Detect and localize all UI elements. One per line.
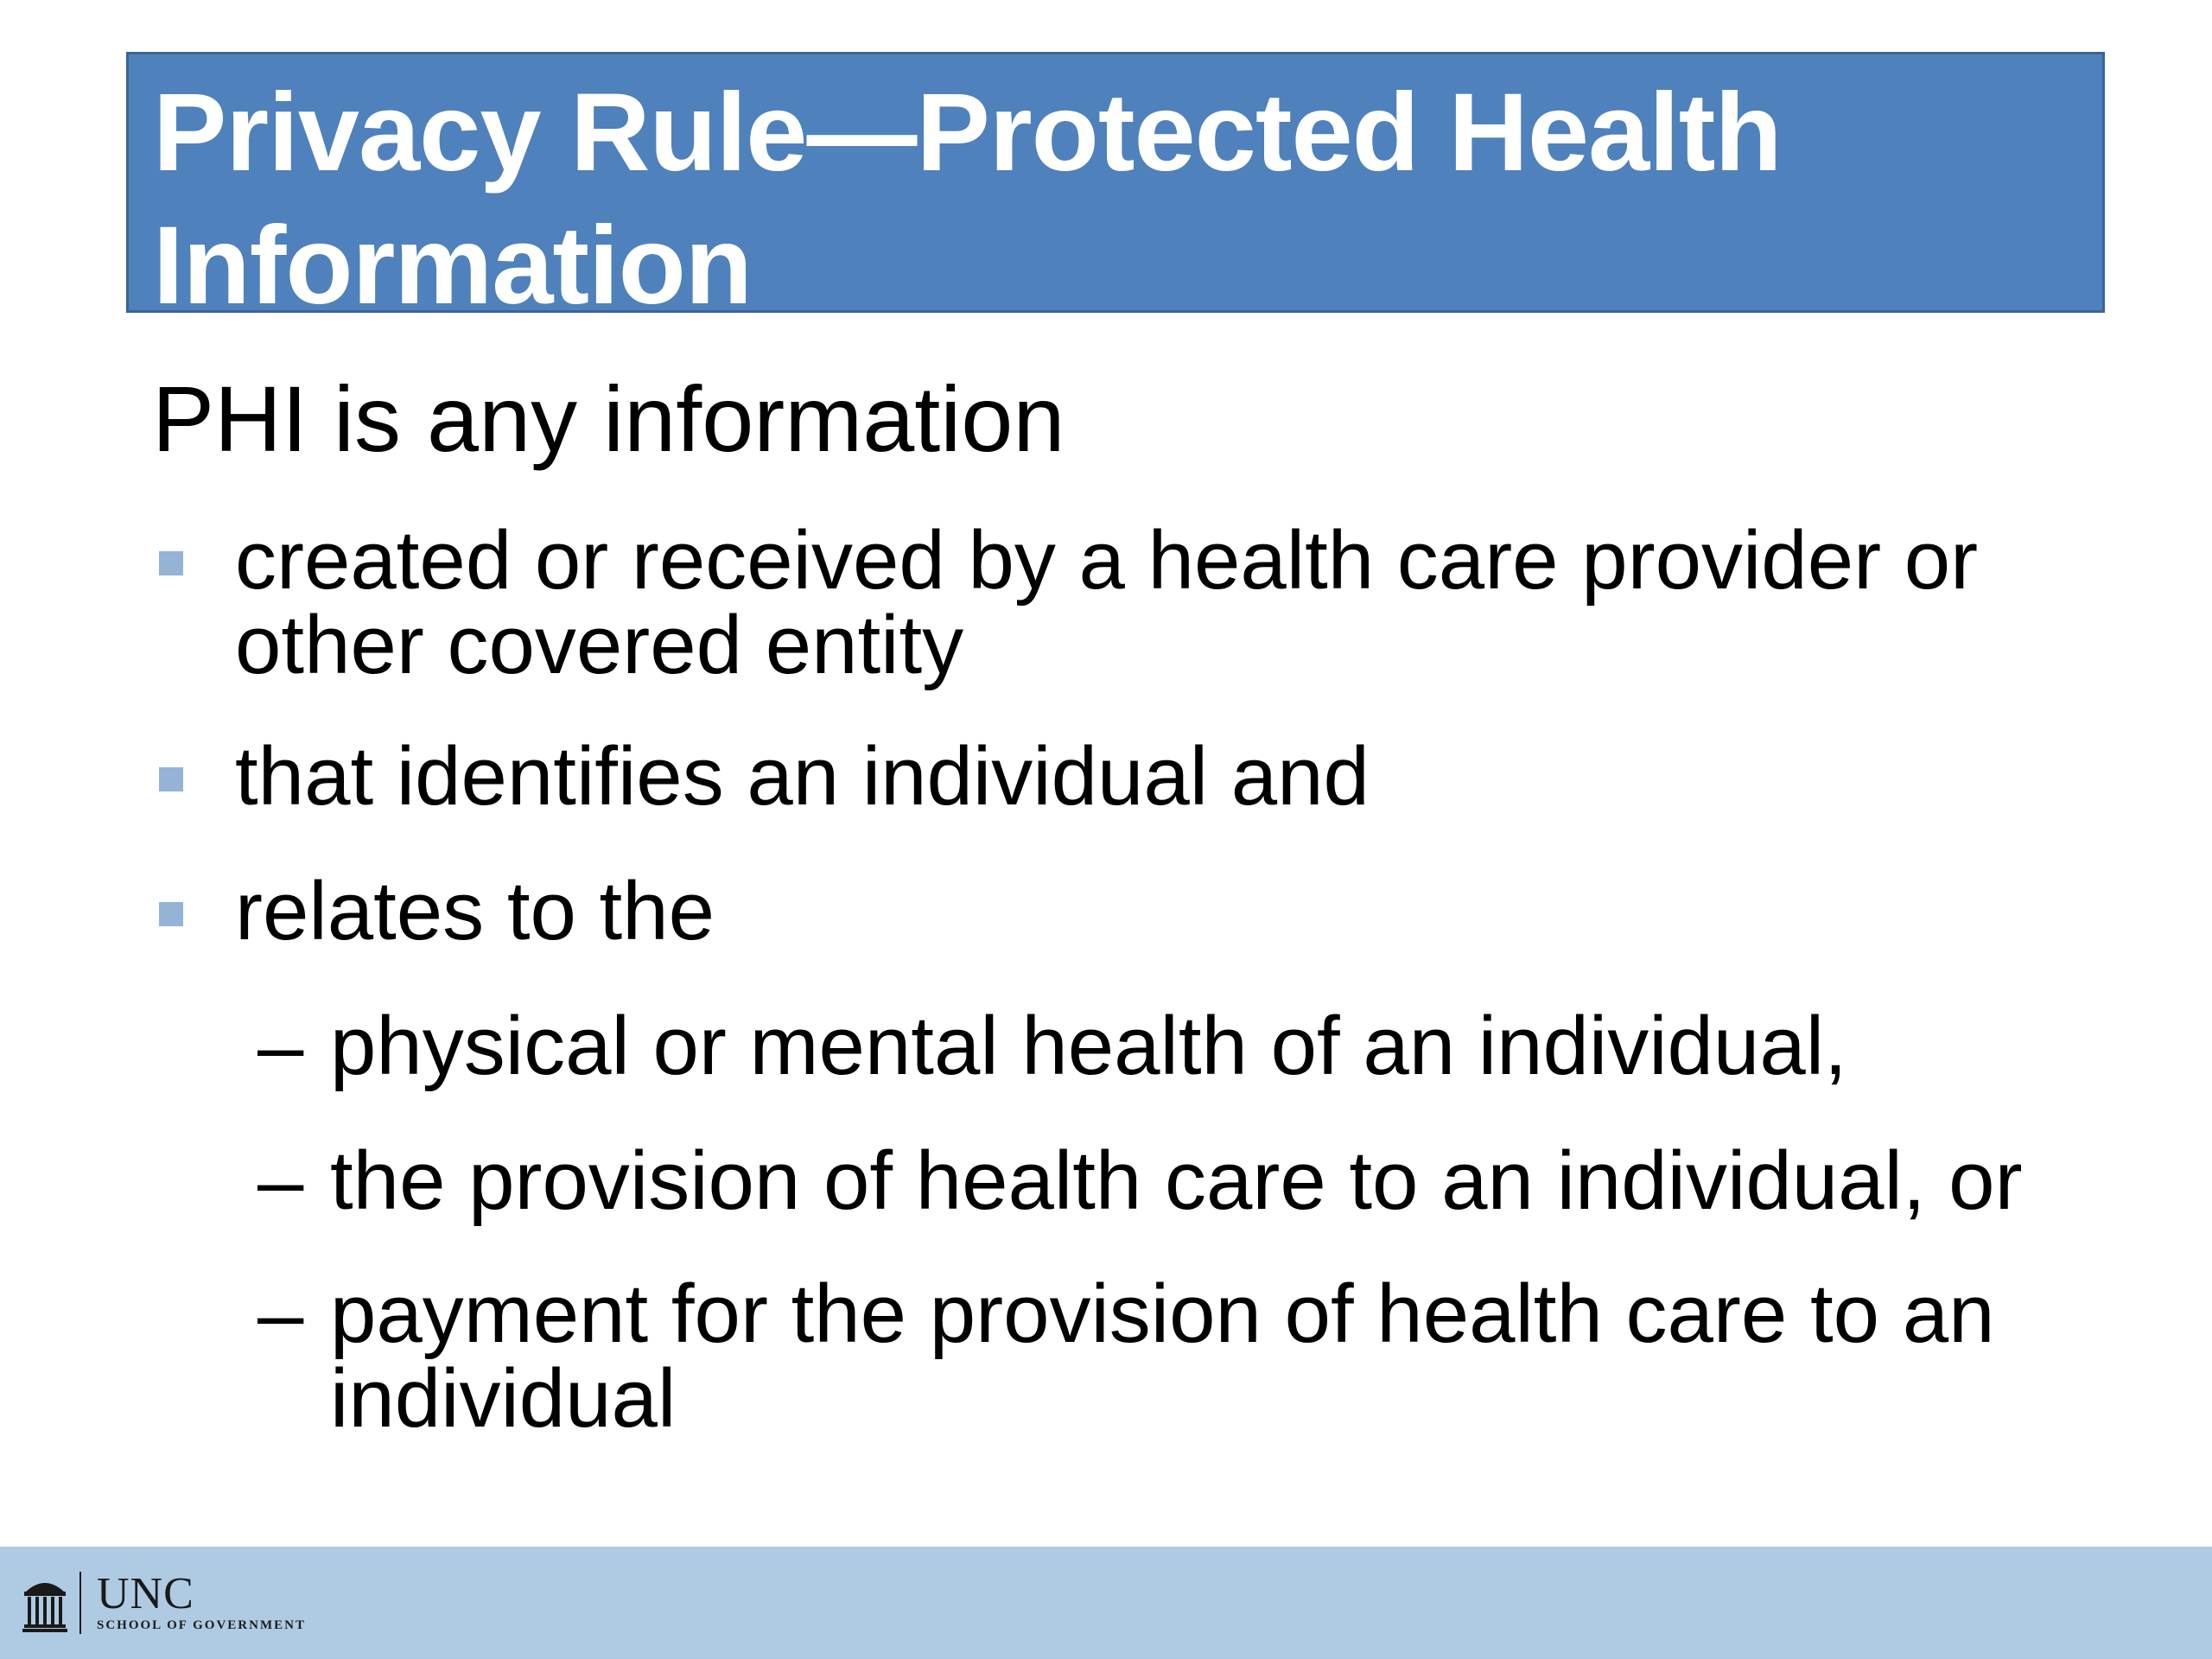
dash-marker: – [257, 1135, 304, 1227]
bullet-text: that identifies an individual and [235, 730, 1370, 823]
bullet-text: created or received by a health care provider or other covered entity [235, 514, 1979, 691]
bullet-item [235, 730, 2136, 823]
lead-text: PHI is any information [152, 366, 1065, 471]
sub-bullet-item [257, 1268, 2136, 1445]
sub-bullet-text: the provision of health care to an individual, or [330, 1135, 2023, 1227]
bullet-square-icon [159, 551, 183, 575]
logo-wordmark [97, 1569, 306, 1634]
logo-divider [79, 1572, 81, 1634]
bullet-square-icon [159, 767, 183, 791]
logo-name: UNC [97, 1569, 194, 1618]
sub-bullet-item [257, 1135, 2136, 1227]
bullet-text: relates to the [235, 865, 715, 957]
sub-bullet-item [257, 1000, 2136, 1092]
sub-bullet-text: payment for the provision of health care to an individual [330, 1268, 1995, 1445]
logo-subtitle: SCHOOL OF GOVERNMENT [97, 1618, 306, 1632]
dash-marker: – [257, 1268, 304, 1360]
title-banner [126, 52, 2105, 327]
old-well-icon [22, 1573, 67, 1633]
dash-marker: – [257, 1000, 304, 1092]
slide-title: Privacy Rule—Protected Health Information [153, 71, 1782, 327]
unc-logo [22, 1566, 306, 1640]
footer-bar [0, 1547, 2212, 1659]
bullet-item [235, 514, 2136, 691]
bullet-square-icon [159, 902, 183, 926]
sub-bullet-text: physical or mental health of an individual, [330, 1000, 1847, 1092]
bullet-item [235, 865, 2136, 957]
